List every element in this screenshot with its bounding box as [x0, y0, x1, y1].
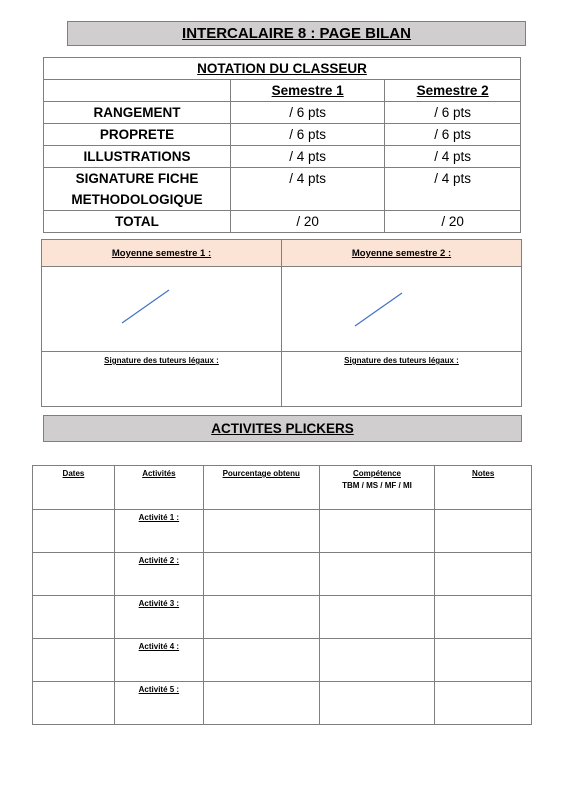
row-label-illustrations: ILLUSTRATIONS — [44, 146, 231, 168]
moyenne-s2-label: Moyenne semestre 2 : — [282, 240, 522, 267]
table-row — [33, 596, 532, 639]
row-label-signature-fiche — [44, 168, 231, 211]
percentage-cell — [203, 596, 319, 639]
percentage-cell — [203, 510, 319, 553]
competence-cell — [319, 510, 435, 553]
score-s1: / 6 pts — [231, 102, 385, 124]
notes-cell — [435, 553, 532, 596]
page-title: INTERCALAIRE 8 : PAGE BILAN — [67, 21, 526, 46]
semester-1-header: Semestre 1 — [231, 80, 385, 102]
label-line-2: METHODOLOGIQUE — [71, 192, 203, 207]
header-pourcentage: Pourcentage obtenu — [203, 466, 319, 510]
row-label-rangement: RANGEMENT — [44, 102, 231, 124]
activity-label: Activité 3 : — [114, 596, 203, 639]
empty-cell — [44, 80, 231, 102]
competence-cell — [319, 639, 435, 682]
table-row — [33, 510, 532, 553]
competence-cell — [319, 682, 435, 725]
notes-cell — [435, 596, 532, 639]
score-s1: / 20 — [231, 211, 385, 233]
row-label-proprete: PROPRETE — [44, 124, 231, 146]
activity-label: Activité 2 : — [114, 553, 203, 596]
semester-2-header: Semestre 2 — [385, 80, 521, 102]
header-notes: Notes — [435, 466, 532, 510]
date-cell — [33, 596, 115, 639]
signature-s1-field: Signature des tuteurs légaux : — [42, 352, 282, 407]
signature-s2-field: Signature des tuteurs légaux : — [282, 352, 522, 407]
header-dates: Dates — [33, 466, 115, 510]
date-cell — [33, 510, 115, 553]
notation-table — [43, 57, 521, 233]
score-s1: / 6 pts — [231, 124, 385, 146]
plickers-table — [32, 465, 532, 725]
notes-cell — [435, 682, 532, 725]
moyenne-s2-field — [282, 267, 522, 352]
activity-label: Activité 4 : — [114, 639, 203, 682]
notes-cell — [435, 510, 532, 553]
activity-label: Activité 1 : — [114, 510, 203, 553]
score-s2: / 4 pts — [385, 146, 521, 168]
table-row — [33, 682, 532, 725]
moyenne-s1-label: Moyenne semestre 1 : — [42, 240, 282, 267]
plickers-title: ACTIVITES PLICKERS — [43, 415, 522, 442]
percentage-cell — [203, 639, 319, 682]
percentage-cell — [203, 553, 319, 596]
notation-heading: NOTATION DU CLASSEUR — [44, 58, 521, 80]
header-activites: Activités — [114, 466, 203, 510]
fraction-slash-icon — [42, 267, 282, 351]
moyenne-s1-field — [42, 267, 282, 352]
date-cell — [33, 682, 115, 725]
moyenne-table — [41, 239, 522, 407]
notes-cell — [435, 639, 532, 682]
row-label-total: TOTAL — [44, 211, 231, 233]
percentage-cell — [203, 682, 319, 725]
label-line-1: SIGNATURE FICHE — [75, 171, 199, 186]
date-cell — [33, 553, 115, 596]
score-s2: / 4 pts — [385, 168, 521, 211]
header-competence: Compétence TBM / MS / MF / MI — [319, 466, 435, 510]
activity-label: Activité 5 : — [114, 682, 203, 725]
fraction-slash-icon — [282, 267, 522, 351]
score-s2: / 6 pts — [385, 124, 521, 146]
score-s1: / 4 pts — [231, 146, 385, 168]
competence-cell — [319, 596, 435, 639]
score-s2: / 6 pts — [385, 102, 521, 124]
table-row — [33, 639, 532, 682]
score-s2: / 20 — [385, 211, 521, 233]
score-s1: / 4 pts — [231, 168, 385, 211]
competence-cell — [319, 553, 435, 596]
table-row — [33, 553, 532, 596]
date-cell — [33, 639, 115, 682]
competence-scale: TBM / MS / MF / MI — [342, 481, 412, 490]
